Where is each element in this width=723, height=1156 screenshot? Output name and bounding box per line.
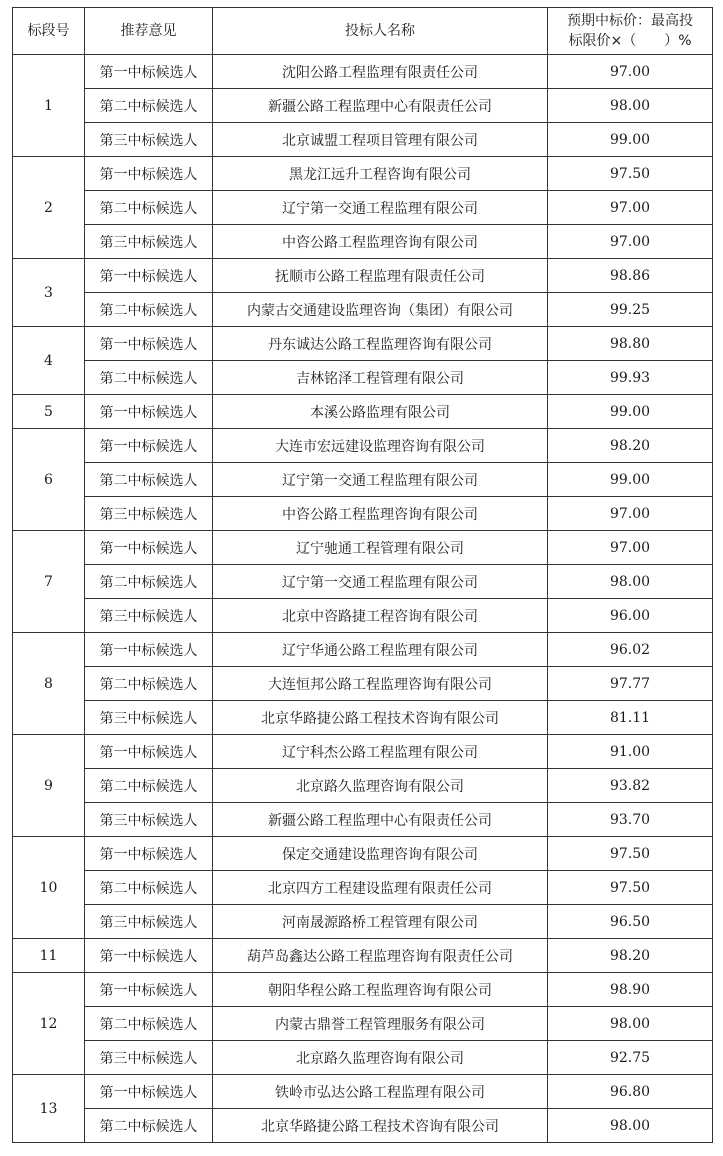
table-row: [13, 157, 713, 191]
price-percent-cell: 91.00: [548, 735, 713, 769]
recommendation-cell: 第三中标候选人: [85, 701, 213, 735]
recommendation-cell: 第三中标候选人: [85, 599, 213, 633]
price-percent-cell: 98.80: [548, 327, 713, 361]
segment-number: 2: [13, 157, 85, 259]
recommendation-cell: 第一中标候选人: [85, 1075, 213, 1109]
table-row: [13, 395, 713, 429]
recommendation-cell: 第一中标候选人: [85, 327, 213, 361]
header-row: [13, 8, 713, 55]
bidder-name-cell: 中咨公路工程监理咨询有限公司: [213, 497, 548, 531]
price-percent-cell: 98.20: [548, 939, 713, 973]
price-percent-cell: 97.00: [548, 225, 713, 259]
price-percent-cell: 97.77: [548, 667, 713, 701]
price-percent-cell: 99.00: [548, 395, 713, 429]
price-percent-cell: 96.80: [548, 1075, 713, 1109]
recommendation-cell: 第一中标候选人: [85, 531, 213, 565]
table-row: [13, 837, 713, 871]
price-percent-cell: 97.00: [548, 55, 713, 89]
bidder-name-cell: 抚顺市公路工程监理有限责任公司: [213, 259, 548, 293]
recommendation-cell: 第一中标候选人: [85, 259, 213, 293]
table-row: [13, 1041, 713, 1075]
price-percent-cell: 97.00: [548, 497, 713, 531]
bidder-name-cell: 朝阳华程公路工程监理咨询有限公司: [213, 973, 548, 1007]
bidder-name-cell: 内蒙古交通建设监理咨询（集团）有限公司: [213, 293, 548, 327]
header-segment: 标段号: [13, 8, 85, 55]
recommendation-cell: 第二中标候选人: [85, 667, 213, 701]
bidder-name-cell: 北京华路捷公路工程技术咨询有限公司: [213, 701, 548, 735]
recommendation-cell: 第三中标候选人: [85, 225, 213, 259]
segment-number: 13: [13, 1075, 85, 1143]
recommendation-cell: 第三中标候选人: [85, 905, 213, 939]
table-row: [13, 871, 713, 905]
segment-number: 7: [13, 531, 85, 633]
table-row: [13, 905, 713, 939]
recommendation-cell: 第一中标候选人: [85, 55, 213, 89]
recommendation-cell: 第二中标候选人: [85, 1007, 213, 1041]
bidder-name-cell: 内蒙古鼎誉工程管理服务有限公司: [213, 1007, 548, 1041]
price-percent-cell: 99.93: [548, 361, 713, 395]
recommendation-cell: 第三中标候选人: [85, 497, 213, 531]
recommendation-cell: 第一中标候选人: [85, 735, 213, 769]
recommendation-cell: 第二中标候选人: [85, 463, 213, 497]
table-row: [13, 633, 713, 667]
recommendation-cell: 第二中标候选人: [85, 89, 213, 123]
segment-number: 4: [13, 327, 85, 395]
bidder-name-cell: 辽宁第一交通工程监理有限公司: [213, 463, 548, 497]
price-percent-cell: 96.02: [548, 633, 713, 667]
price-percent-cell: 98.00: [548, 1109, 713, 1143]
bidder-name-cell: 黑龙江远升工程咨询有限公司: [213, 157, 548, 191]
recommendation-cell: 第二中标候选人: [85, 1109, 213, 1143]
price-percent-cell: 97.50: [548, 157, 713, 191]
bidder-name-cell: 北京中咨路捷工程咨询有限公司: [213, 599, 548, 633]
table-row: [13, 225, 713, 259]
header-opinion: 推荐意见: [85, 8, 213, 55]
bidder-name-cell: 吉林铭泽工程管理有限公司: [213, 361, 548, 395]
table-row: [13, 361, 713, 395]
bidder-name-cell: 本溪公路监理有限公司: [213, 395, 548, 429]
bidder-name-cell: 铁岭市弘达公路工程监理有限公司: [213, 1075, 548, 1109]
table-row: [13, 123, 713, 157]
table-row: [13, 293, 713, 327]
segment-number: 9: [13, 735, 85, 837]
bidder-name-cell: 河南晟源路桥工程管理有限公司: [213, 905, 548, 939]
recommendation-cell: 第一中标候选人: [85, 633, 213, 667]
price-percent-cell: 97.00: [548, 191, 713, 225]
segment-number: 1: [13, 55, 85, 157]
bidder-name-cell: 辽宁驰通工程管理有限公司: [213, 531, 548, 565]
recommendation-cell: 第二中标候选人: [85, 191, 213, 225]
bidder-name-cell: 沈阳公路工程监理有限责任公司: [213, 55, 548, 89]
segment-number: 12: [13, 973, 85, 1075]
recommendation-cell: 第三中标候选人: [85, 1041, 213, 1075]
table-body: [13, 55, 713, 1143]
segment-number: 3: [13, 259, 85, 327]
header-bidder: 投标人名称: [213, 8, 548, 55]
table-row: [13, 463, 713, 497]
table-row: [13, 599, 713, 633]
recommendation-cell: 第一中标候选人: [85, 157, 213, 191]
header-price-line2: 标限价×（ ）%: [568, 33, 692, 49]
recommendation-cell: 第二中标候选人: [85, 293, 213, 327]
price-percent-cell: 98.00: [548, 565, 713, 599]
price-percent-cell: 99.00: [548, 123, 713, 157]
bidder-name-cell: 大连市宏远建设监理咨询有限公司: [213, 429, 548, 463]
price-percent-cell: 93.82: [548, 769, 713, 803]
segment-number: 10: [13, 837, 85, 939]
bidder-name-cell: 北京华路捷公路工程技术咨询有限公司: [213, 1109, 548, 1143]
table-row: [13, 1075, 713, 1109]
bidder-name-cell: 辽宁第一交通工程监理有限公司: [213, 565, 548, 599]
table-row: [13, 55, 713, 89]
price-percent-cell: 99.00: [548, 463, 713, 497]
bidder-name-cell: 大连恒邦公路工程监理咨询有限公司: [213, 667, 548, 701]
recommendation-cell: 第一中标候选人: [85, 429, 213, 463]
table-row: [13, 1007, 713, 1041]
price-percent-cell: 97.00: [548, 531, 713, 565]
bidder-name-cell: 新疆公路工程监理中心有限责任公司: [213, 89, 548, 123]
table-row: [13, 939, 713, 973]
recommendation-cell: 第一中标候选人: [85, 939, 213, 973]
recommendation-cell: 第二中标候选人: [85, 871, 213, 905]
table-row: [13, 667, 713, 701]
recommendation-cell: 第三中标候选人: [85, 123, 213, 157]
bidder-name-cell: 葫芦岛鑫达公路工程监理咨询有限责任公司: [213, 939, 548, 973]
segment-number: 8: [13, 633, 85, 735]
price-percent-cell: 97.50: [548, 871, 713, 905]
recommendation-cell: 第一中标候选人: [85, 837, 213, 871]
bidder-name-cell: 保定交通建设监理咨询有限公司: [213, 837, 548, 871]
recommendation-cell: 第二中标候选人: [85, 565, 213, 599]
price-percent-cell: 96.00: [548, 599, 713, 633]
price-percent-cell: 98.90: [548, 973, 713, 1007]
bidder-name-cell: 北京路久监理咨询有限公司: [213, 769, 548, 803]
recommendation-cell: 第三中标候选人: [85, 803, 213, 837]
price-percent-cell: 99.25: [548, 293, 713, 327]
header-price-line1: 预期中标价：最高投: [567, 13, 693, 29]
table-row: [13, 803, 713, 837]
table-row: [13, 1109, 713, 1143]
bidder-name-cell: 北京路久监理咨询有限公司: [213, 1041, 548, 1075]
table-row: [13, 327, 713, 361]
bidder-name-cell: 北京四方工程建设监理有限责任公司: [213, 871, 548, 905]
bidder-name-cell: 辽宁科杰公路工程监理有限公司: [213, 735, 548, 769]
price-percent-cell: 98.00: [548, 89, 713, 123]
bidder-name-cell: 北京诚盟工程项目管理有限公司: [213, 123, 548, 157]
recommendation-cell: 第二中标候选人: [85, 769, 213, 803]
table-row: [13, 565, 713, 599]
header-price: [548, 8, 713, 55]
bid-candidates-table: [12, 7, 713, 1143]
price-percent-cell: 98.86: [548, 259, 713, 293]
table-row: [13, 191, 713, 225]
bidder-name-cell: 中咨公路工程监理咨询有限公司: [213, 225, 548, 259]
price-percent-cell: 98.00: [548, 1007, 713, 1041]
bidder-name-cell: 辽宁第一交通工程监理有限公司: [213, 191, 548, 225]
price-percent-cell: 81.11: [548, 701, 713, 735]
table-row: [13, 735, 713, 769]
recommendation-cell: 第一中标候选人: [85, 973, 213, 1007]
segment-number: 6: [13, 429, 85, 531]
table-row: [13, 973, 713, 1007]
segment-number: 5: [13, 395, 85, 429]
bidder-name-cell: 辽宁华通公路工程监理有限公司: [213, 633, 548, 667]
price-percent-cell: 97.50: [548, 837, 713, 871]
table-row: [13, 769, 713, 803]
price-percent-cell: 96.50: [548, 905, 713, 939]
recommendation-cell: 第一中标候选人: [85, 395, 213, 429]
table-row: [13, 497, 713, 531]
recommendation-cell: 第二中标候选人: [85, 361, 213, 395]
table-row: [13, 89, 713, 123]
table-row: [13, 531, 713, 565]
price-percent-cell: 92.75: [548, 1041, 713, 1075]
table-row: [13, 259, 713, 293]
price-percent-cell: 93.70: [548, 803, 713, 837]
price-percent-cell: 98.20: [548, 429, 713, 463]
bidder-name-cell: 新疆公路工程监理中心有限责任公司: [213, 803, 548, 837]
table-row: [13, 429, 713, 463]
table-row: [13, 701, 713, 735]
bidder-name-cell: 丹东诚达公路工程监理咨询有限公司: [213, 327, 548, 361]
segment-number: 11: [13, 939, 85, 973]
